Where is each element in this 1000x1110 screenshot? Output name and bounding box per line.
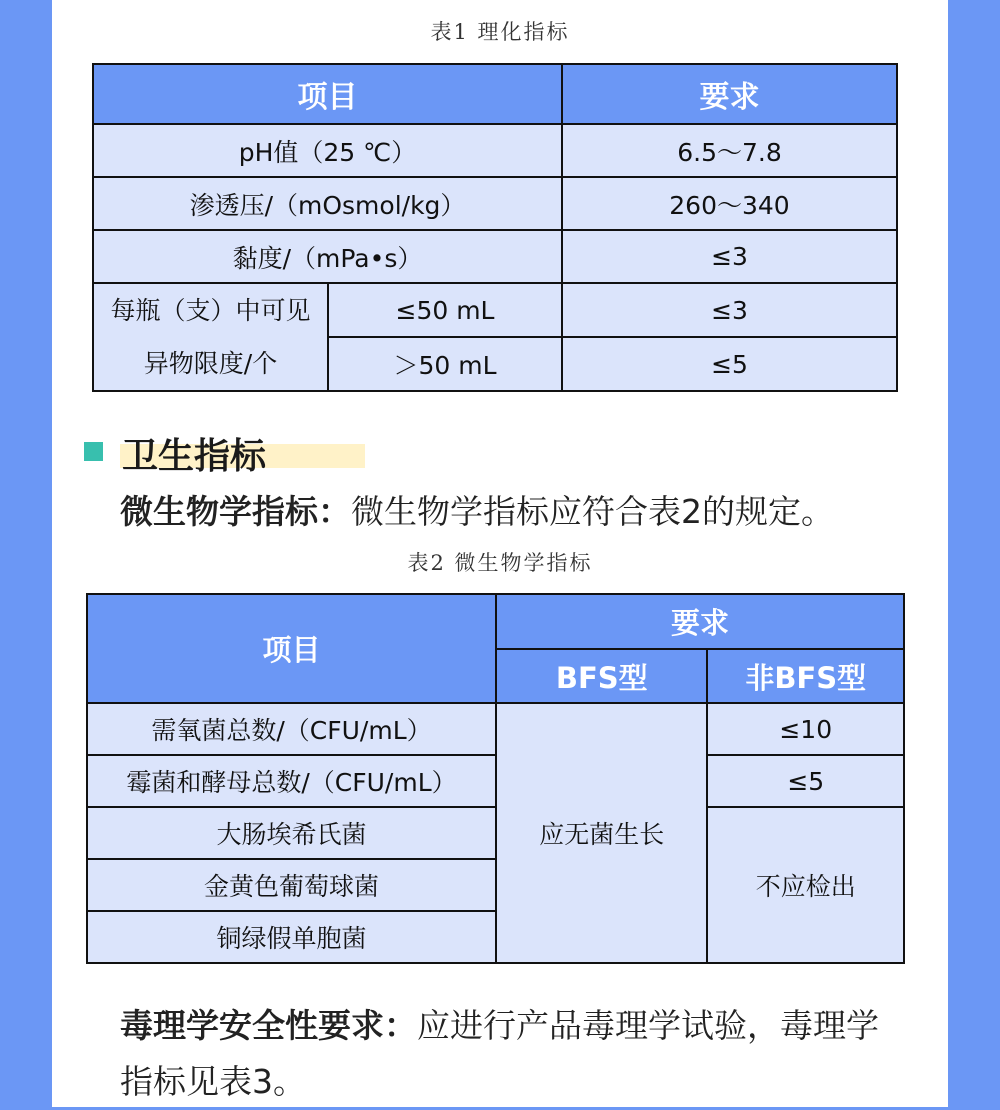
table2-header-requirement: 要求 bbox=[496, 594, 904, 649]
table2-row-item: 金黄色葡萄球菌 bbox=[87, 859, 496, 911]
table1-row-item: 渗透压/（mOsmol/kg） bbox=[93, 177, 562, 230]
particles-label-line2: 异物限度/个 bbox=[143, 349, 278, 378]
table2-row-item: 需氧菌总数/（CFU/mL） bbox=[87, 703, 496, 755]
table1-header-item: 项目 bbox=[93, 64, 562, 124]
micro-label: 微生物学指标： bbox=[120, 492, 351, 531]
table2-row-item: 铜绿假单胞菌 bbox=[87, 911, 496, 963]
tox-label: 毒理学安全性要求： bbox=[120, 1006, 417, 1045]
section-bullet-icon bbox=[84, 442, 103, 461]
table1-row-item: 黏度/（mPa•s） bbox=[93, 230, 562, 283]
particles-value: ≤5 bbox=[562, 337, 897, 391]
table2-row-item: 霉菌和酵母总数/（CFU/mL） bbox=[87, 755, 496, 807]
tox-body: 应进行产品毒理学试验，毒理学指标见表3。 bbox=[120, 1006, 879, 1101]
physicochemical-table bbox=[92, 63, 898, 392]
micro-body: 微生物学指标应符合表2的规定。 bbox=[351, 492, 834, 531]
table2-header-non-bfs: 非BFS型 bbox=[707, 649, 904, 703]
table1-header-requirement: 要求 bbox=[562, 64, 897, 124]
micro-paragraph bbox=[120, 487, 920, 537]
microbiology-table bbox=[86, 593, 905, 964]
tox-paragraph bbox=[120, 998, 910, 1110]
table2-caption: 表2 微生物学指标 bbox=[407, 551, 593, 575]
particles-value: ≤3 bbox=[562, 283, 897, 337]
particles-volume: ＞50 mL bbox=[328, 337, 562, 391]
table-row bbox=[87, 703, 904, 755]
table-row bbox=[93, 177, 897, 230]
table1-caption: 表1 理化指标 bbox=[430, 20, 570, 44]
non-bfs-value: ≤10 bbox=[707, 703, 904, 755]
table1-row-value: 6.5～7.8 bbox=[562, 124, 897, 177]
table2-header-item: 项目 bbox=[87, 594, 496, 703]
particles-label-line1: 每瓶（支）中可见 bbox=[110, 296, 311, 325]
table-row bbox=[93, 230, 897, 283]
table-row bbox=[93, 124, 897, 177]
table-row bbox=[87, 807, 904, 859]
section-title: 卫生指标 bbox=[122, 436, 267, 477]
particles-label bbox=[93, 283, 328, 391]
table2-row-item: 大肠埃希氏菌 bbox=[87, 807, 496, 859]
table1-row-value: 260～340 bbox=[562, 177, 897, 230]
table1-row-value: ≤3 bbox=[562, 230, 897, 283]
table2-header-bfs: BFS型 bbox=[496, 649, 707, 703]
non-bfs-value: ≤5 bbox=[707, 755, 904, 807]
table-row bbox=[87, 755, 904, 807]
particles-volume: ≤50 mL bbox=[328, 283, 562, 337]
non-bfs-pathogen-value: 不应检出 bbox=[707, 807, 904, 963]
bfs-value: 应无菌生长 bbox=[496, 703, 707, 963]
table-row bbox=[93, 283, 897, 337]
table1-row-item: pH值（25 ℃） bbox=[93, 124, 562, 177]
